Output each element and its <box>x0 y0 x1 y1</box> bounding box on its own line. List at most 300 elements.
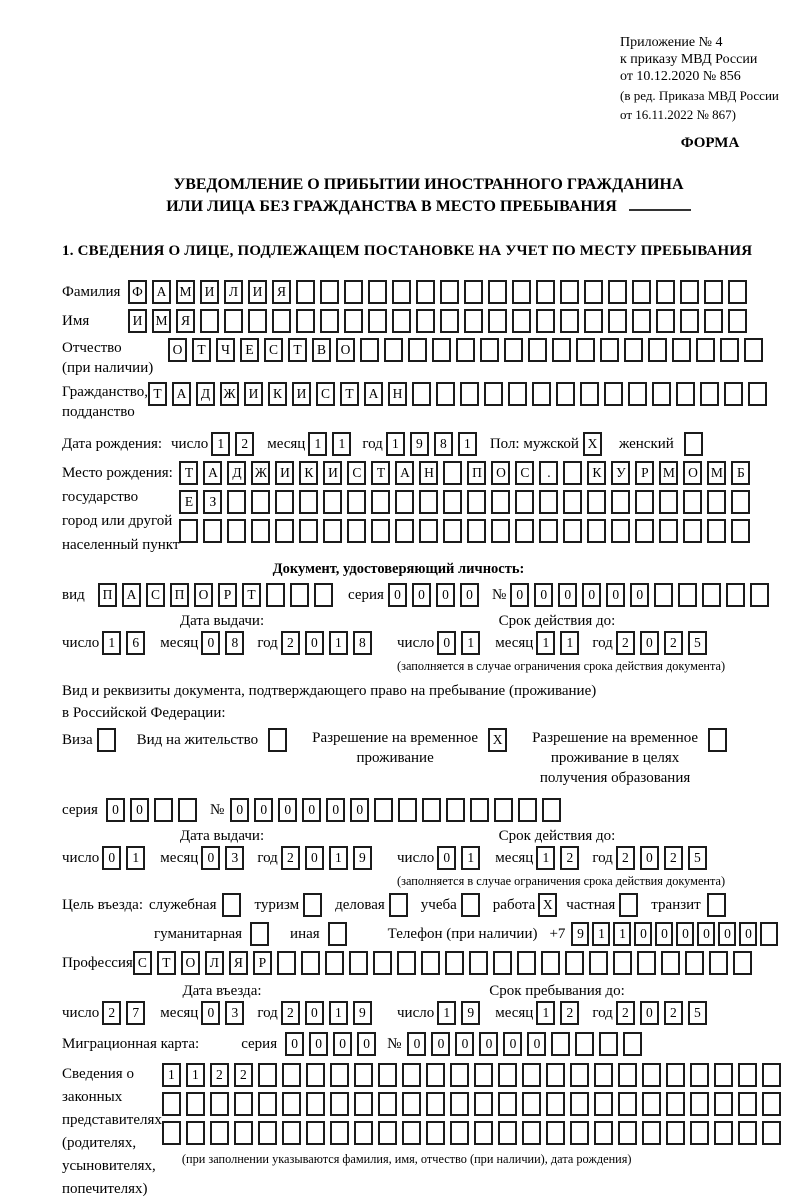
birth-date-label: Дата рождения: <box>62 436 163 452</box>
representatives-label: Сведения о законных представителях (родителях, усыновителях, попечителях) <box>62 1066 162 1197</box>
char-box <box>642 1063 661 1087</box>
char-box: 2 <box>281 631 300 655</box>
entry-month-field[interactable] <box>201 1001 249 1025</box>
char-box <box>412 382 431 406</box>
char-box: А <box>364 382 383 406</box>
char-box: 2 <box>616 1001 635 1025</box>
char-box <box>474 1121 493 1145</box>
char-box <box>680 280 699 304</box>
char-box <box>563 490 582 514</box>
char-box: X <box>583 432 602 456</box>
stay-until-month-field[interactable] <box>536 1001 584 1025</box>
entry-year-field[interactable] <box>281 1001 377 1025</box>
valid-month-field[interactable] <box>536 631 584 655</box>
purpose-business-checkbox[interactable] <box>222 893 246 917</box>
char-box: 0 <box>634 922 652 946</box>
char-box: А <box>122 583 141 607</box>
stay-issue-day-field[interactable] <box>102 846 150 870</box>
month-label: месяц <box>267 436 306 452</box>
form-title <box>62 174 795 217</box>
char-box: Т <box>157 951 176 975</box>
char-box <box>542 798 561 822</box>
char-box <box>539 490 558 514</box>
char-box <box>344 309 363 333</box>
char-box <box>480 338 499 362</box>
patronymic-label: Отчество (при наличии) <box>62 340 154 376</box>
char-box <box>728 280 747 304</box>
identity-doc-heading: Документ, удостоверяющий личность: <box>272 561 525 577</box>
char-box <box>179 519 198 543</box>
edu-permit-checkbox[interactable] <box>708 728 732 752</box>
series-label: серия <box>241 1036 278 1052</box>
citizenship-row <box>62 382 795 422</box>
char-box <box>395 519 414 543</box>
char-box: 2 <box>102 1001 121 1025</box>
char-box: . <box>539 461 558 485</box>
char-box <box>522 1121 541 1145</box>
char-box <box>296 309 315 333</box>
char-box <box>330 1092 349 1116</box>
stay-valid-day-field[interactable] <box>437 846 485 870</box>
representatives-field-2[interactable] <box>162 1092 786 1116</box>
char-box: 1 <box>560 631 579 655</box>
birth-place-row2 <box>179 490 755 514</box>
char-box: О <box>181 951 200 975</box>
issue-year-field[interactable] <box>281 631 377 655</box>
char-box: 9 <box>410 432 429 456</box>
char-box <box>320 309 339 333</box>
purpose-study-checkbox[interactable] <box>461 893 485 917</box>
char-box <box>522 1092 541 1116</box>
day-label: число <box>171 436 209 452</box>
char-box: Л <box>205 951 224 975</box>
char-box <box>576 338 595 362</box>
char-box: 1 <box>102 631 121 655</box>
stay-issue-year-field[interactable] <box>281 846 377 870</box>
stay-doc-series-row <box>62 798 795 823</box>
representatives-row3 <box>162 1121 786 1145</box>
edu-permit-label: Разрешение на временное проживание в целях получения образования <box>532 730 699 786</box>
year-label: год <box>362 436 383 452</box>
char-box: 0 <box>558 583 577 607</box>
char-box <box>299 490 318 514</box>
char-box: П <box>170 583 189 607</box>
stay-until-day-field[interactable] <box>437 1001 485 1025</box>
char-box <box>628 382 647 406</box>
char-box: 0 <box>278 798 297 822</box>
char-box: О <box>336 338 355 362</box>
char-box: 0 <box>230 798 249 822</box>
doc-type-field[interactable] <box>98 583 338 607</box>
char-box: Т <box>179 461 198 485</box>
stay-valid-col: Срок действия до: число 0 1 месяц 1 2 год 2 0 2 5 (заполняется в случае ограничения срока действия документа) <box>397 827 795 889</box>
char-box: 0 <box>739 922 757 946</box>
number-label: № <box>491 587 507 603</box>
char-box <box>666 1121 685 1145</box>
birth-place-field-2[interactable] <box>179 490 755 514</box>
regulation-header <box>620 34 795 123</box>
char-box <box>760 922 778 946</box>
char-box <box>541 951 560 975</box>
char-box: И <box>128 309 147 333</box>
char-box <box>648 338 667 362</box>
profession-label: Профессия <box>62 955 133 971</box>
char-box <box>234 1092 253 1116</box>
char-box: 0 <box>412 583 431 607</box>
char-box <box>421 951 440 975</box>
char-box: 0 <box>655 922 673 946</box>
char-box <box>654 583 673 607</box>
char-box <box>608 280 627 304</box>
char-box <box>726 583 745 607</box>
char-box <box>162 1121 181 1145</box>
migration-number-field[interactable] <box>407 1032 647 1056</box>
char-box <box>440 280 459 304</box>
citizenship-field[interactable] <box>148 382 772 406</box>
validity-note: (заполняется в случае ограничения срока действия документа) <box>397 874 726 888</box>
birth-place-field-1[interactable] <box>179 461 755 485</box>
purpose-transit-checkbox[interactable] <box>707 893 731 917</box>
char-box: Р <box>218 583 237 607</box>
char-box <box>354 1092 373 1116</box>
stay-number-field[interactable] <box>230 798 566 822</box>
char-box <box>707 490 726 514</box>
purpose-commercial-checkbox[interactable] <box>389 893 413 917</box>
char-box <box>619 893 638 917</box>
char-box <box>532 382 551 406</box>
char-box: 0 <box>326 798 345 822</box>
char-box <box>563 519 582 543</box>
char-box <box>275 490 294 514</box>
char-box <box>258 1121 277 1145</box>
char-box <box>290 583 309 607</box>
char-box <box>661 951 680 975</box>
patronymic-field[interactable] <box>168 338 768 362</box>
char-box <box>494 798 513 822</box>
amendment-line: (в ред. Приказа МВД России <box>620 88 779 103</box>
char-box <box>594 1121 613 1145</box>
char-box <box>666 1092 685 1116</box>
representatives-row1 <box>162 1063 786 1087</box>
char-box: 0 <box>534 583 553 607</box>
char-box <box>700 382 719 406</box>
stay-doc-intro1: Вид и реквизиты документа, подтверждающего право на пребывание (проживание) <box>62 683 597 699</box>
surname-row <box>62 280 795 305</box>
birth-place-field-3[interactable] <box>179 519 755 543</box>
issue-month-field[interactable] <box>201 631 249 655</box>
profession-field[interactable] <box>133 951 757 975</box>
char-box <box>450 1063 469 1087</box>
surname-field[interactable] <box>128 280 752 304</box>
char-box <box>720 338 739 362</box>
char-box <box>604 382 623 406</box>
appendix-line: Приложение № 4 <box>620 35 723 50</box>
char-box <box>371 519 390 543</box>
char-box <box>512 309 531 333</box>
char-box: М <box>152 309 171 333</box>
birth-place-block <box>62 461 795 557</box>
char-box <box>251 490 270 514</box>
char-box: Ж <box>251 461 270 485</box>
char-box <box>635 519 654 543</box>
stay-valid-year-field[interactable] <box>616 846 712 870</box>
char-box <box>389 893 408 917</box>
representatives-row2 <box>162 1092 786 1116</box>
char-box <box>744 338 763 362</box>
representatives-field-1[interactable] <box>162 1063 786 1087</box>
char-box: Т <box>340 382 359 406</box>
char-box: 0 <box>437 846 456 870</box>
char-box: 0 <box>357 1032 376 1056</box>
char-box: 0 <box>479 1032 498 1056</box>
stay-valid-month-field[interactable] <box>536 846 584 870</box>
stay-issue-month-field[interactable] <box>201 846 249 870</box>
issue-day-field[interactable] <box>102 631 150 655</box>
char-box <box>299 519 318 543</box>
number-label: № <box>209 802 225 818</box>
char-box <box>445 951 464 975</box>
char-box <box>632 309 651 333</box>
valid-date-head: Срок действия до: <box>498 613 616 629</box>
migration-series-field[interactable] <box>285 1032 381 1056</box>
title-blank-underline <box>629 195 691 211</box>
char-box <box>248 309 267 333</box>
char-box: 0 <box>305 631 324 655</box>
char-box <box>200 309 219 333</box>
form-title-line2: ИЛИ ЛИЦА БЕЗ ГРАЖДАНСТВА В МЕСТО ПРЕБЫВАНИЯ <box>62 195 795 217</box>
char-box: 1 <box>329 631 348 655</box>
char-box <box>392 309 411 333</box>
char-box: Е <box>179 490 198 514</box>
char-box <box>536 309 555 333</box>
purpose-private-checkbox[interactable] <box>619 893 643 917</box>
char-box <box>397 951 416 975</box>
birth-month-field[interactable] <box>308 432 356 456</box>
char-box: 0 <box>676 922 694 946</box>
char-box: 0 <box>510 583 529 607</box>
char-box <box>349 951 368 975</box>
char-box <box>515 490 534 514</box>
char-box <box>731 519 750 543</box>
char-box: С <box>515 461 534 485</box>
char-box <box>491 519 510 543</box>
char-box <box>373 951 392 975</box>
char-box: 1 <box>536 846 555 870</box>
phone-field[interactable] <box>571 922 781 946</box>
char-box: 2 <box>281 1001 300 1025</box>
char-box: 9 <box>461 1001 480 1025</box>
char-box: 1 <box>613 922 631 946</box>
name-label: Имя <box>62 313 90 329</box>
char-box <box>467 490 486 514</box>
stay-doc-dates <box>62 827 795 889</box>
char-box <box>498 1121 517 1145</box>
char-box <box>608 309 627 333</box>
stay-issue-col: Дата выдачи: число 0 1 месяц 0 3 год 2 0 1 9 <box>62 827 397 871</box>
char-box <box>282 1121 301 1145</box>
char-box: Р <box>635 461 654 485</box>
char-box: 2 <box>664 846 683 870</box>
char-box <box>594 1063 613 1087</box>
char-box <box>470 798 489 822</box>
char-box: 2 <box>664 631 683 655</box>
char-box: 1 <box>536 1001 555 1025</box>
char-box <box>354 1063 373 1087</box>
char-box: К <box>299 461 318 485</box>
char-box <box>707 893 726 917</box>
char-box <box>504 338 523 362</box>
section1-heading: 1. СВЕДЕНИЯ О ЛИЦЕ, ПОДЛЕЖАЩЕМ ПОСТАНОВКЕ НА УЧЕТ ПО МЕСТУ ПРЕБЫВАНИЯ <box>62 243 753 259</box>
char-box <box>707 519 726 543</box>
char-box <box>731 490 750 514</box>
char-box <box>587 490 606 514</box>
char-box <box>560 280 579 304</box>
char-box <box>323 519 342 543</box>
char-box <box>702 583 721 607</box>
char-box <box>306 1063 325 1087</box>
char-box <box>570 1121 589 1145</box>
char-box <box>344 280 363 304</box>
char-box <box>416 309 435 333</box>
char-box <box>347 519 366 543</box>
purpose-work-checkbox[interactable] <box>538 893 562 917</box>
char-box <box>498 1063 517 1087</box>
char-box: 0 <box>302 798 321 822</box>
temp-permit-checkbox[interactable] <box>488 728 512 752</box>
char-box <box>565 951 584 975</box>
issue-date-col <box>62 612 397 656</box>
entry-day-field[interactable] <box>102 1001 150 1025</box>
valid-year-field[interactable] <box>616 631 712 655</box>
char-box: 0 <box>201 631 220 655</box>
char-box: 1 <box>458 432 477 456</box>
char-box: К <box>587 461 606 485</box>
char-box <box>599 1032 618 1056</box>
purpose-other-checkbox[interactable] <box>328 922 352 946</box>
char-box <box>563 461 582 485</box>
char-box <box>690 1121 709 1145</box>
char-box: 0 <box>503 1032 522 1056</box>
char-box: 5 <box>688 631 707 655</box>
char-box <box>250 922 269 946</box>
stay-doc-types-row <box>62 728 795 788</box>
char-box <box>546 1121 565 1145</box>
purpose-humanitarian-checkbox[interactable] <box>250 922 274 946</box>
char-box <box>378 1121 397 1145</box>
char-box <box>178 798 197 822</box>
char-box: Н <box>388 382 407 406</box>
residence-permit-checkbox[interactable] <box>268 728 292 752</box>
char-box: Т <box>371 461 390 485</box>
char-box <box>275 519 294 543</box>
char-box: 2 <box>235 432 254 456</box>
stay-until-year-field[interactable] <box>616 1001 712 1025</box>
patronymic-row <box>62 338 795 378</box>
char-box <box>714 1092 733 1116</box>
edu-permit-option <box>532 728 732 788</box>
char-box <box>186 1121 205 1145</box>
char-box <box>488 309 507 333</box>
char-box: О <box>194 583 213 607</box>
char-box <box>659 519 678 543</box>
char-box <box>258 1063 277 1087</box>
char-box: А <box>203 461 222 485</box>
char-box <box>690 1063 709 1087</box>
char-box: 0 <box>309 1032 328 1056</box>
representatives-field-3[interactable] <box>162 1121 786 1145</box>
stay-series-field[interactable] <box>106 798 202 822</box>
purpose-tourism-checkbox[interactable] <box>303 893 327 917</box>
char-box: 1 <box>461 631 480 655</box>
char-box: Н <box>419 461 438 485</box>
char-box: С <box>264 338 283 362</box>
char-box <box>234 1121 253 1145</box>
migration-card-label: Миграционная карта: <box>62 1036 200 1052</box>
char-box: 0 <box>407 1032 426 1056</box>
char-box <box>303 893 322 917</box>
char-box <box>536 280 555 304</box>
char-box: 0 <box>697 922 715 946</box>
doc-number-field[interactable] <box>510 583 774 607</box>
char-box: Т <box>242 583 261 607</box>
char-box <box>154 798 173 822</box>
char-box <box>498 1092 517 1116</box>
char-box: 0 <box>350 798 369 822</box>
form-title-line1: УВЕДОМЛЕНИЕ О ПРИБЫТИИ ИНОСТРАННОГО ГРАЖДАНИНА <box>173 176 684 193</box>
char-box: 2 <box>616 631 635 655</box>
char-box <box>443 490 462 514</box>
char-box <box>328 922 347 946</box>
char-box <box>738 1121 757 1145</box>
char-box <box>508 382 527 406</box>
char-box: И <box>244 382 263 406</box>
char-box: 0 <box>305 1001 324 1025</box>
char-box <box>696 338 715 362</box>
birth-date-row <box>62 432 795 457</box>
char-box: 9 <box>353 846 372 870</box>
birth-day-field[interactable] <box>211 432 259 456</box>
char-box: О <box>491 461 510 485</box>
char-box <box>306 1121 325 1145</box>
name-field[interactable] <box>128 309 752 333</box>
char-box <box>402 1063 421 1087</box>
char-box: X <box>538 893 557 917</box>
char-box: 3 <box>225 846 244 870</box>
char-box: И <box>200 280 219 304</box>
char-box <box>728 309 747 333</box>
char-box <box>203 519 222 543</box>
doc-series-field[interactable] <box>388 583 484 607</box>
char-box <box>398 798 417 822</box>
char-box: В <box>312 338 331 362</box>
char-box <box>443 461 462 485</box>
char-box: 0 <box>285 1032 304 1056</box>
valid-day-field[interactable] <box>437 631 485 655</box>
birth-place-label: Место рождения: государство город или другой населенный пункт <box>62 465 180 553</box>
char-box <box>528 338 547 362</box>
char-box <box>652 382 671 406</box>
sex-female-checkbox[interactable] <box>684 432 708 456</box>
char-box: 2 <box>560 846 579 870</box>
char-box: Ж <box>220 382 239 406</box>
sex-male-checkbox[interactable] <box>583 432 607 456</box>
char-box: П <box>467 461 486 485</box>
visa-checkbox[interactable] <box>97 728 121 752</box>
char-box <box>659 490 678 514</box>
valid-date-col <box>397 612 795 674</box>
birth-year-field[interactable] <box>386 432 482 456</box>
char-box: М <box>659 461 678 485</box>
